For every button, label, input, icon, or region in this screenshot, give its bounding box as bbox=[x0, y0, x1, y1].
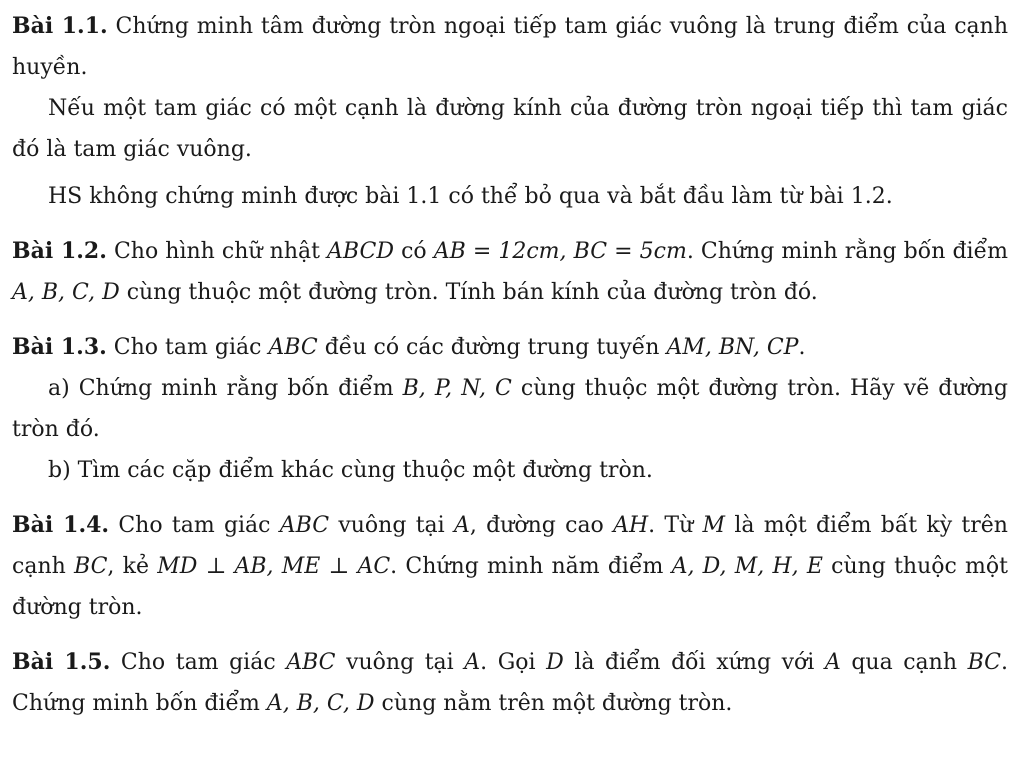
text-run: cùng thuộc một đường tròn. Hãy vẽ đường tròn đó. bbox=[12, 376, 1008, 442]
text-run: Cho tam giác bbox=[110, 650, 287, 675]
math-expression: BC bbox=[74, 554, 108, 579]
text-run: có bbox=[393, 239, 434, 264]
math-expression: A bbox=[464, 650, 481, 675]
math-expression: A, B, C, D bbox=[266, 691, 375, 716]
math-expression: ABC bbox=[286, 650, 336, 675]
math-expression: A bbox=[453, 513, 470, 538]
text-run: . Chứng minh năm điểm bbox=[390, 554, 672, 579]
problem-1-1-label: Bài 1.1. bbox=[12, 13, 108, 39]
text-run: , kẻ bbox=[107, 554, 158, 579]
math-expression: BC bbox=[967, 650, 1001, 675]
text-run: cùng nằm trên một đường tròn. bbox=[374, 691, 733, 716]
text-run: là một điểm bất kỳ trên cạnh bbox=[12, 513, 1008, 579]
problem-1-3-statement bbox=[12, 327, 1008, 368]
text-run: cùng thuộc một đường tròn. bbox=[12, 554, 1008, 620]
problem-1-4 bbox=[12, 505, 1008, 628]
math-expression: D bbox=[546, 650, 564, 675]
text-run: Cho hình chữ nhật bbox=[106, 239, 328, 264]
text-run: là điểm đối xứng với bbox=[563, 650, 825, 675]
math-expression: A, B, C, D bbox=[12, 280, 120, 305]
problem-1-2-label: Bài 1.2. bbox=[12, 238, 107, 264]
math-expression: A, D, M, H, E bbox=[671, 554, 823, 579]
text-run: Cho tam giác bbox=[109, 513, 280, 538]
text-run: đều có các đường trung tuyến bbox=[317, 335, 667, 360]
math-expression: AB = 12cm, BC = 5cm bbox=[433, 239, 687, 264]
text-run: . Chứng minh rằng bốn điểm bbox=[686, 239, 1008, 264]
problem-1-4-statement bbox=[12, 505, 1008, 628]
math-expression: MD ⊥ AB, ME ⊥ AC bbox=[157, 554, 391, 579]
problem-1-5 bbox=[12, 642, 1008, 724]
math-expression: ABC bbox=[268, 335, 318, 360]
text-run: . Chứng minh bốn điểm bbox=[12, 650, 1008, 716]
problem-1-3-label: Bài 1.3. bbox=[12, 334, 107, 360]
text-run: Cho tam giác bbox=[106, 335, 269, 360]
math-expression: M bbox=[702, 513, 726, 538]
problem-1-4-label: Bài 1.4. bbox=[12, 512, 110, 538]
problem-1-5-statement bbox=[12, 642, 1008, 724]
text-run: cùng thuộc một đường tròn. Tính bán kính của đường tròn đó. bbox=[119, 280, 818, 305]
math-expression: ABCD bbox=[327, 239, 394, 264]
problem-1-2-statement bbox=[12, 231, 1008, 313]
text-run: vuông tại bbox=[335, 650, 465, 675]
problem-1-1-skip-note: HS không chứng minh được bài 1.1 có thể bỏ qua và bắt đầu làm từ bài 1.2. bbox=[48, 184, 893, 209]
problem-1-1-text: Chứng minh tâm đường tròn ngoại tiếp tam giác vuông là trung điểm của cạnh huyền. bbox=[12, 14, 1008, 80]
math-expression: ABC bbox=[279, 513, 330, 538]
text-run: . Gọi bbox=[480, 650, 547, 675]
problem-1-1-statement bbox=[12, 6, 1008, 88]
text-run: vuông tại bbox=[329, 513, 454, 538]
math-expression: B, P, N, C bbox=[402, 376, 512, 401]
problem-1-3-part-b: b) Tìm các cặp điểm khác cùng thuộc một đường tròn. bbox=[48, 458, 653, 483]
problem-1-3-part-a bbox=[12, 368, 1008, 450]
math-expression: AM, BN, CP bbox=[666, 335, 799, 360]
text-run: a) Chứng minh rằng bốn điểm bbox=[48, 376, 403, 401]
text-run: . bbox=[798, 335, 806, 360]
problem-1-1 bbox=[12, 6, 1008, 217]
text-run: . Từ bbox=[648, 513, 703, 538]
math-expression: A bbox=[824, 650, 841, 675]
problem-1-2 bbox=[12, 231, 1008, 313]
text-run: qua cạnh bbox=[840, 650, 968, 675]
problem-1-5-label: Bài 1.5. bbox=[12, 649, 111, 675]
problem-1-1-note: Nếu một tam giác có một cạnh là đường kính của đường tròn ngoại tiếp thì tam giác đó là tam giác vuông. bbox=[12, 96, 1008, 162]
problem-1-3 bbox=[12, 327, 1008, 491]
math-expression: AH bbox=[613, 513, 649, 538]
text-run: , đường cao bbox=[469, 513, 614, 538]
